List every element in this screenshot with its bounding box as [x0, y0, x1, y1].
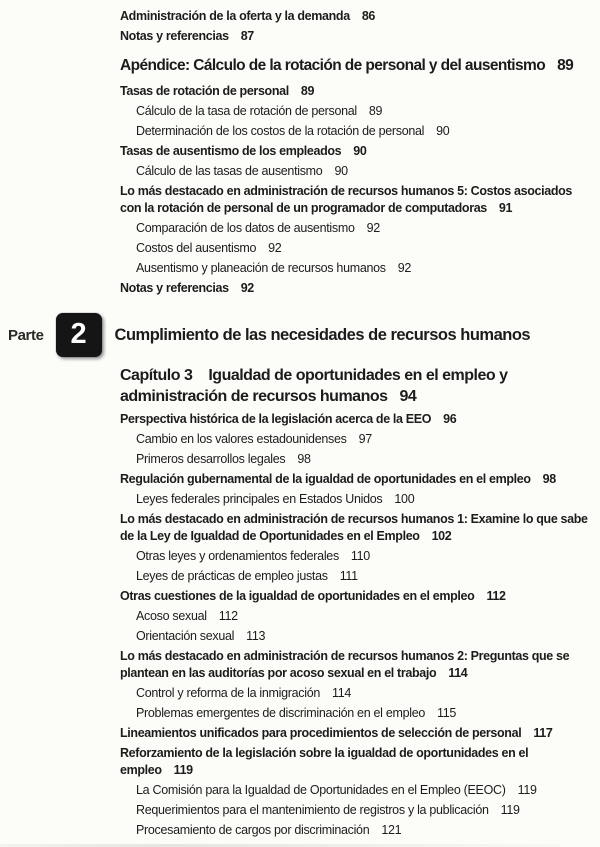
page-number: 114 — [448, 666, 468, 680]
entry-text: Notas y referencias — [120, 281, 229, 295]
entry-text: Tasas de ausentismo de los empleados — [120, 144, 342, 158]
page-number: 90 — [436, 124, 450, 138]
page-number: 112 — [218, 609, 238, 623]
entry-text: Leyes de prácticas de empleo justas — [136, 569, 328, 583]
page-number: 100 — [394, 492, 415, 506]
toc-entry — [0, 628, 600, 645]
toc-entry — [0, 491, 600, 508]
entry-text: Lineamientos unificados para procedimientos de selección de personal — [120, 726, 522, 740]
page-number: 115 — [437, 706, 457, 720]
entry-text: Cambio en los valores estadounidenses — [136, 432, 347, 446]
toc-entry — [0, 183, 600, 217]
toc-entry — [0, 568, 600, 585]
chapter-heading — [0, 365, 586, 407]
toc-entry — [0, 103, 600, 120]
entry-text: Primeros desarrollos legales — [136, 452, 286, 466]
page-number: 90 — [334, 164, 348, 178]
page-number: 89 — [368, 104, 383, 118]
page-number: 96 — [443, 412, 457, 426]
page-number: 92 — [268, 241, 282, 255]
toc-entry — [0, 822, 600, 839]
toc-entry — [0, 280, 600, 297]
page-number: 89 — [300, 84, 315, 98]
entry-text: Costos del ausentismo — [136, 241, 257, 255]
page-number: 92 — [397, 261, 412, 275]
page-number: 94 — [399, 388, 417, 405]
toc-entry — [0, 648, 600, 682]
part-number: 2 — [70, 317, 87, 350]
page-number: 114 — [332, 686, 352, 700]
chapter-label: Capítulo 3 — [120, 367, 193, 384]
toc-entry — [0, 548, 600, 565]
toc-entry — [0, 240, 600, 257]
part-banner — [0, 313, 600, 357]
toc-entry — [0, 511, 600, 545]
entry-text: Administración de la oferta y la demanda — [120, 9, 350, 23]
entry-text: Cálculo de la tasa de rotación de personal — [136, 104, 357, 118]
page-number: 119 — [500, 803, 520, 817]
entry-text: Reforzamiento de la legislación sobre la igualdad de oportunidades en el empleo — [120, 746, 529, 777]
toc-entry — [0, 123, 600, 140]
toc-entry — [0, 782, 600, 799]
page-number: 102 — [431, 529, 452, 543]
entry-text: Problemas emergentes de discriminación en el empleo — [136, 706, 426, 720]
part-number-badge — [56, 313, 102, 357]
page-number: 98 — [297, 452, 311, 466]
entry-text: Tasas de rotación de personal — [120, 84, 289, 98]
entry-text: Cálculo de las tasas de ausentismo — [136, 164, 323, 178]
entry-text: Acoso sexual — [136, 609, 207, 623]
entry-text: Ausentismo y planeación de recursos humanos — [136, 261, 386, 275]
entry-text: Regulación gubernamental de la igualdad de oportunidades en el empleo — [120, 472, 531, 486]
toc-entry — [0, 83, 600, 100]
page-number: 121 — [381, 823, 402, 837]
toc-entry — [0, 471, 600, 488]
page-number: 113 — [246, 629, 266, 643]
toc-entry — [0, 28, 600, 45]
entry-text: Control y reforma de la inmigración — [136, 686, 321, 700]
entry-text: Requerimientos para el mantenimiento de registros y la publicación — [136, 803, 489, 817]
page-number: 111 — [339, 569, 358, 583]
toc-entry — [0, 143, 600, 160]
entry-text: Determinación de los costos de la rotación de personal — [136, 124, 425, 138]
part-label: Parte — [8, 326, 44, 344]
entry-text: Notas y referencias — [120, 29, 229, 43]
entry-text: Lo más destacado en administración de recursos humanos 5: Costos asociados con la rotación de personal de un programador de computadoras — [120, 184, 573, 215]
entry-text: Perspectiva histórica de la legislación acerca de la EEO — [120, 412, 432, 426]
toc-entry — [0, 163, 600, 180]
page-number: 112 — [486, 589, 506, 603]
page-number: 92 — [366, 221, 380, 235]
page-number: 97 — [358, 432, 372, 446]
chapter-title: Igualdad de oportunidades en el empleo y administración de recursos humanos — [120, 367, 508, 405]
entry-text: Lo más destacado en administración de recursos humanos 2: Preguntas que se plantean en las auditorías por acoso sexual en el trabajo — [120, 649, 570, 680]
page-number: 117 — [533, 726, 553, 740]
toc-entry — [0, 705, 600, 722]
page-number: 98 — [542, 472, 556, 486]
entry-text: Leyes federales principales en Estados Unidos — [136, 492, 383, 506]
entry-text: Orientación sexual — [136, 629, 235, 643]
entry-text: Otras cuestiones de la igualdad de oportunidades en el empleo — [120, 589, 475, 603]
entry-text: La Comisión para la Igualdad de Oportunidades en el Empleo (EEOC) — [136, 783, 506, 797]
toc-entry — [0, 411, 600, 428]
entry-text: Apéndice: Cálculo de la rotación de personal y del ausentismo — [120, 57, 546, 74]
toc-entry — [0, 451, 600, 468]
entry-text: Procesamiento de cargos por discriminación — [136, 823, 370, 837]
toc-entry — [0, 745, 600, 779]
page-number: 87 — [240, 29, 254, 43]
appendix-heading — [0, 55, 600, 77]
page-number: 92 — [240, 281, 254, 295]
page-number: 119 — [173, 763, 193, 777]
toc-entry — [0, 608, 600, 625]
toc-entry — [0, 260, 600, 277]
toc-entry — [0, 588, 600, 605]
toc-entry — [0, 802, 600, 819]
toc-entry — [0, 431, 600, 448]
page-number: 110 — [350, 549, 370, 563]
page-number: 119 — [517, 783, 537, 797]
page-number: 86 — [361, 9, 376, 23]
toc-entry — [0, 725, 600, 742]
page-number: 90 — [353, 144, 367, 158]
page-number: 91 — [498, 201, 513, 215]
entry-text: Comparación de los datos de ausentismo — [136, 221, 355, 235]
entry-text: Otras leyes y ordenamientos federales — [136, 549, 339, 563]
toc-entry — [0, 8, 600, 25]
toc-entry — [0, 685, 600, 702]
page-number: 89 — [557, 57, 574, 74]
entry-text: Lo más destacado en administración de recursos humanos 1: Examine lo que sabe de la Ley de Igualdad de Oportunidades en el Empleo — [120, 512, 588, 543]
toc-entry — [0, 220, 600, 237]
part-title: Cumplimiento de las necesidades de recursos humanos — [114, 325, 531, 344]
